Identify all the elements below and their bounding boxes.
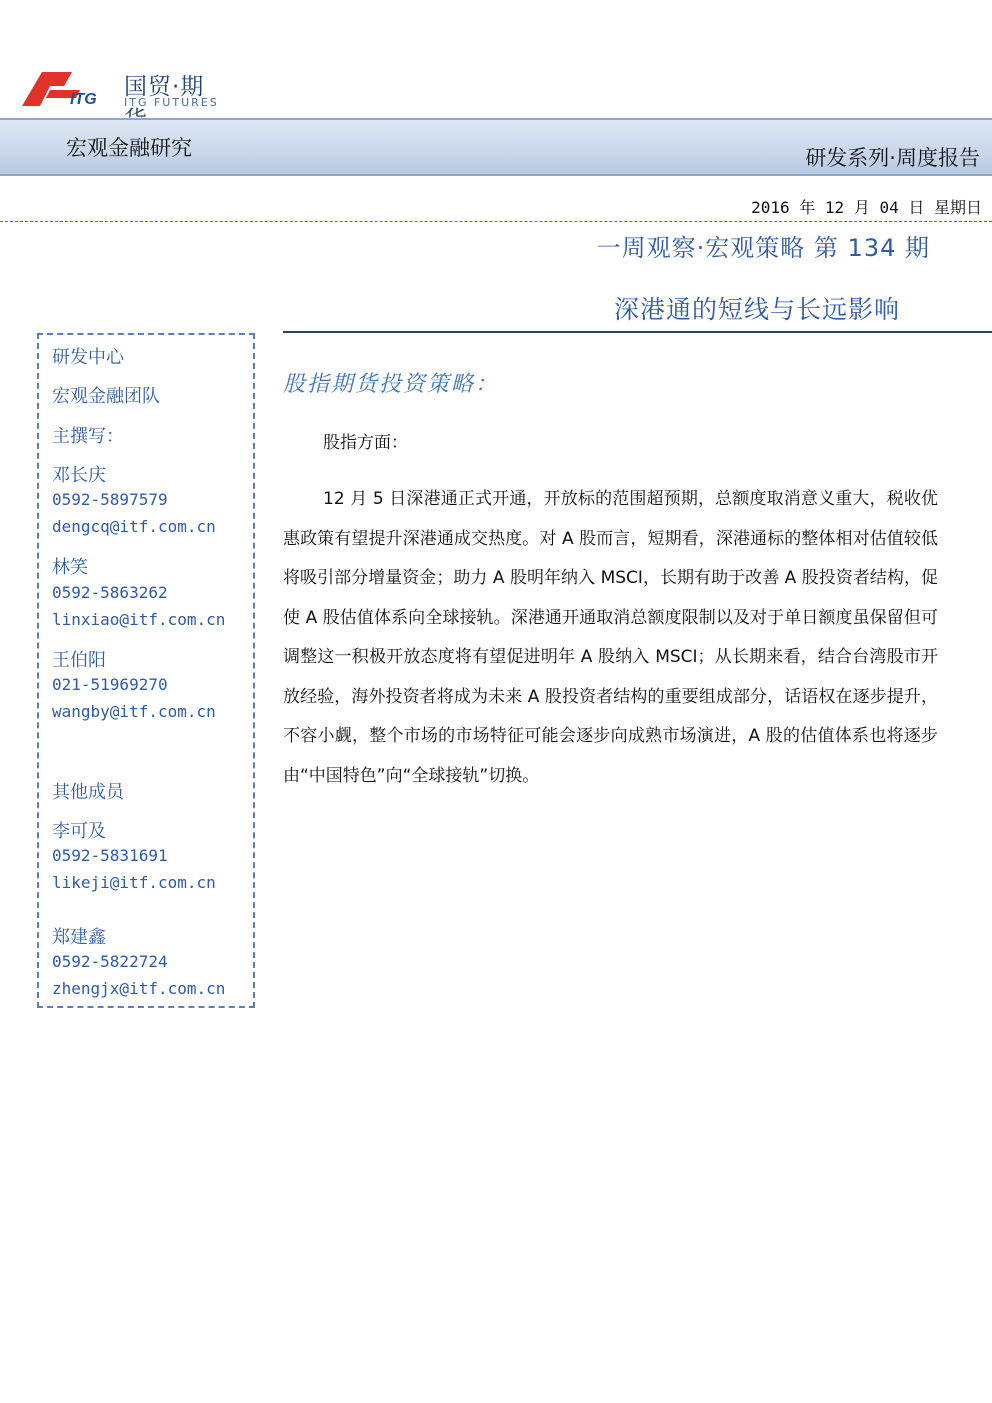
report-issue: 一周观察·宏观策略 第 134 期 <box>596 234 930 262</box>
sidebar-team: 宏观金融团队 <box>52 386 160 407</box>
logo-english-name: ITG FUTURES <box>124 96 219 109</box>
member-phone: 0592-5822724 <box>52 952 168 971</box>
author-phone: 0592-5897579 <box>52 490 168 509</box>
member-name: 李可及 <box>52 821 106 842</box>
member-email[interactable]: likeji@itf.com.cn <box>52 873 216 892</box>
member-email[interactable]: zhengjx@itf.com.cn <box>52 979 226 998</box>
banner-series: 研发系列·周度报告 <box>805 146 980 170</box>
sidebar-others-label: 其他成员 <box>52 782 124 803</box>
section-title: 股指期货投资策略： <box>283 372 500 397</box>
section-subhead: 股指方面： <box>323 433 408 453</box>
author-phone: 0592-5863262 <box>52 583 168 602</box>
sidebar-dept: 研发中心 <box>52 347 124 368</box>
header-divider <box>0 221 992 222</box>
member-phone: 0592-5831691 <box>52 846 168 865</box>
report-headline: 深港通的短线与长远影响 <box>613 295 900 324</box>
author-name: 林笑 <box>52 557 88 578</box>
logo-brand-text: ITG <box>70 91 97 108</box>
author-phone: 021-51969270 <box>52 675 168 694</box>
report-date: 2016 年 12 月 04 日 星期日 <box>751 198 982 217</box>
title-rule <box>283 331 992 333</box>
author-name: 邓长庆 <box>52 465 106 486</box>
body-paragraph: 12 月 5 日深港通正式开通，开放标的范围超预期，总额度取消意义重大，税收优惠政策有望提升深港通成交热度。对 A 股而言，短期看，深港通标的整体相对估值较低将吸引部分增量资金；助力 A 股明年纳入 MSCI，长期有助于改善 A 股投资者结构，促使 A 股估值体系向全球接轨。深港通开通取消总额度限制以及对于单日额度虽保留但可调整这一积极开放态度将有望促进明年 A 股纳入 MSCI；从长期来看，结合台湾股市开放经验，海外投资者将成为未来 A 股投资者结构的重要组成部分，话语权在逐步提升，不容小觑，整个市场的市场特征可能会逐步向成熟市场演进，A 股的估值体系也将逐步由“中国特色”向“全球接轨”切换。 <box>283 489 938 786</box>
author-sidebar <box>37 333 255 1008</box>
member-name: 郑建鑫 <box>52 927 106 948</box>
author-email[interactable]: linxiao@itf.com.cn <box>52 610 226 629</box>
sidebar-authors-label: 主撰写： <box>52 426 124 447</box>
author-email[interactable]: dengcq@itf.com.cn <box>52 517 216 536</box>
author-name: 王伯阳 <box>52 650 106 671</box>
banner-category: 宏观金融研究 <box>66 136 192 160</box>
header-banner <box>0 118 992 176</box>
logo-chinese-name: 国贸·期 <box>124 74 205 100</box>
author-email[interactable]: wangby@itf.com.cn <box>52 702 216 721</box>
company-logo <box>20 68 220 112</box>
